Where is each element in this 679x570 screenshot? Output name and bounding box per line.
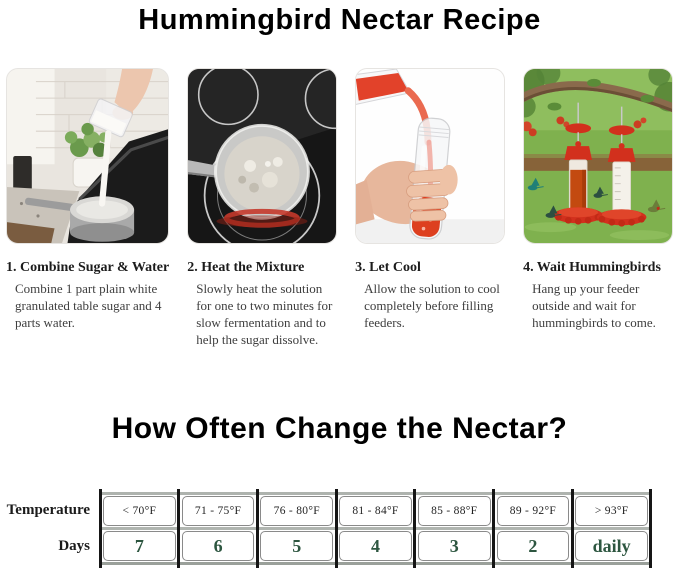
days-cell-5: 3: [418, 531, 491, 561]
table-row-labels: [0, 492, 90, 565]
section-title: How Often Change the Nectar?: [111, 412, 568, 445]
temperature-cell-3: 76 - 80°F: [260, 496, 333, 526]
temperature-cell-5: 85 - 88°F: [418, 496, 491, 526]
step-3-photo: [355, 68, 505, 244]
days-row-label: Days: [58, 538, 90, 555]
days-cell-1: 7: [103, 531, 176, 561]
step-column-1: [6, 68, 169, 348]
nectar-change-table-area: [0, 492, 679, 565]
table-column-line: [571, 489, 574, 568]
step-1-heading: 1. Combine Sugar & Water: [6, 260, 170, 275]
temperature-cell-2: 71 - 75°F: [182, 496, 255, 526]
table-column-line: [99, 489, 102, 568]
step-2-body: Slowly heat the solution for one to two minutes for slow fermentation and to help the sugar dissolve.: [196, 281, 333, 347]
pouring-sugar-into-saucepan-illustration: [7, 69, 168, 243]
temperature-cell-7: > 93°F: [575, 496, 648, 526]
pouring-red-nectar-into-container-illustration: [356, 69, 504, 243]
table-column-line: [649, 489, 652, 568]
temperature-cell-4: 81 - 84°F: [339, 496, 412, 526]
step-column-2: [187, 68, 337, 348]
days-cell-6: 2: [497, 531, 570, 561]
step-4-heading: 4. Wait Hummingbirds: [523, 260, 661, 275]
page-title: Hummingbird Nectar Recipe: [138, 4, 541, 36]
days-cell-2: 6: [182, 531, 255, 561]
step-3-body: Allow the solution to cool completely before filling feeders.: [364, 281, 500, 330]
step-column-4: [523, 68, 673, 348]
saucepan-simmering-on-stove-illustration: [188, 69, 336, 243]
step-1-body: Combine 1 part plain white granulated table sugar and 4 parts water.: [15, 281, 162, 330]
nectar-change-table: [100, 492, 651, 565]
table-column-line: [177, 489, 180, 568]
table-column-line: [492, 489, 495, 568]
step-1-photo: [6, 68, 169, 244]
step-3-heading: 3. Let Cool: [355, 260, 421, 275]
recipe-steps-row: [6, 68, 673, 348]
step-4-body: Hang up your feeder outside and wait for hummingbirds to come.: [532, 281, 656, 330]
table-column-line: [335, 489, 338, 568]
step-4-photo: [523, 68, 673, 244]
table-cells: [100, 495, 651, 562]
step-column-3: [355, 68, 505, 348]
table-column-line: [413, 489, 416, 568]
step-2-heading: 2. Heat the Mixture: [187, 260, 305, 275]
step-2-photo: [187, 68, 337, 244]
table-column-line: [256, 489, 259, 568]
temperature-cell-6: 89 - 92°F: [497, 496, 570, 526]
days-cell-3: 5: [260, 531, 333, 561]
days-cell-4: 4: [339, 531, 412, 561]
temperature-cell-1: < 70°F: [103, 496, 176, 526]
temperature-row-label: Temperature: [6, 501, 90, 518]
days-cell-7: daily: [575, 531, 648, 561]
hummingbird-feeders-hanging-illustration: [524, 69, 672, 243]
